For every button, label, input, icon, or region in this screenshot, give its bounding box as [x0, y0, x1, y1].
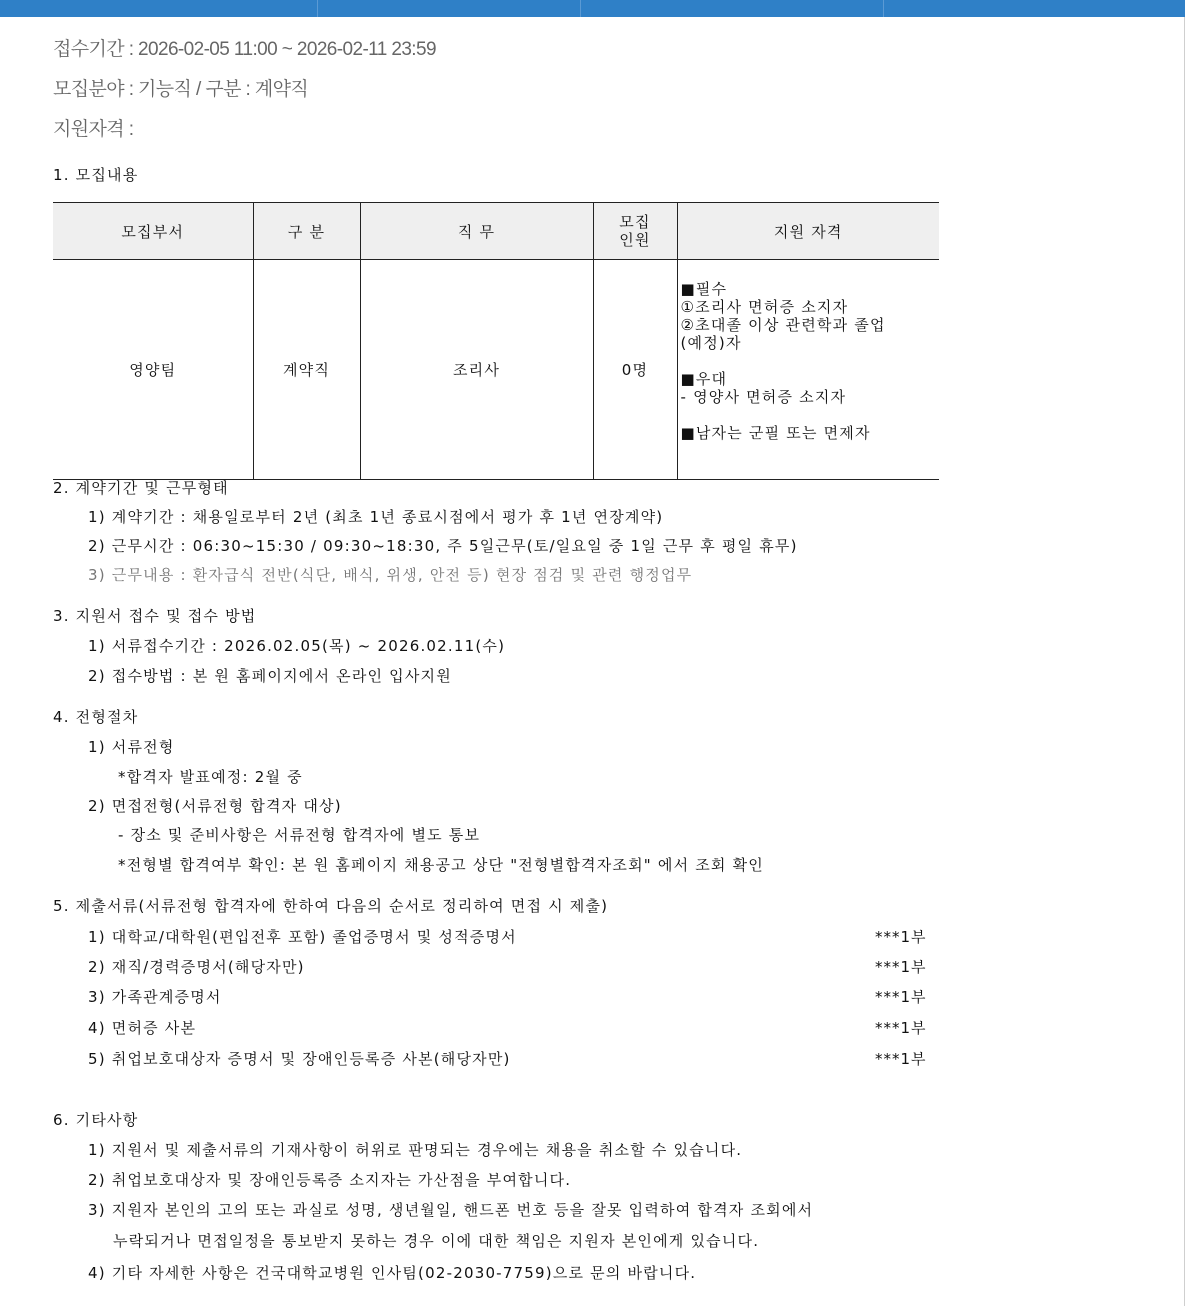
- document-item: 5) 취업보호대상자 증명서 및 장애인등록증 사본(해당자만): [88, 1050, 511, 1068]
- list-item-note: *합격자 발표예정: 2월 중: [118, 768, 303, 786]
- cell-type: 계약직: [253, 260, 360, 480]
- section-4-title: 4. 전형절차: [53, 708, 139, 726]
- list-item-note: - 장소 및 준비사항은 서류전형 합격자에 별도 통보: [118, 826, 481, 844]
- section-2-title: 2. 계약기간 및 근무형태: [53, 479, 229, 497]
- header-qualification: 지원 자격: [677, 203, 939, 260]
- application-period: 접수기간 : 2026-02-05 11:00 ~ 2026-02-11 23:59: [53, 39, 436, 60]
- header-type: 구 분: [253, 203, 360, 260]
- list-item: 2) 근무시간 : 06:30~15:30 / 09:30~18:30, 주 5일근무(토/일요일 중 1일 근무 후 평일 휴무): [88, 537, 798, 555]
- document-item: 1) 대학교/대학원(편입전후 포함) 졸업증명서 및 성적증명서: [88, 928, 517, 946]
- list-item: 3) 지원자 본인의 고의 또는 과실로 성명, 생년월일, 핸드폰 번호 등을 잘못 입력하여 합격자 조회에서: [88, 1201, 814, 1219]
- section-6-title: 6. 기타사항: [53, 1111, 139, 1129]
- document-item: 3) 가족관계증명서: [88, 988, 222, 1006]
- header-dept: 모집부서: [53, 203, 253, 260]
- cell-qualification: ■필수 ①조리사 면허증 소지자 ②초대졸 이상 관련학과 졸업 (예정)자 ■우대 - 영양사 면허증 소지자 ■남자는 군필 또는 면제자: [677, 260, 939, 480]
- header-count: 모집 인원: [593, 203, 677, 260]
- list-item: 1) 서류전형: [88, 738, 175, 756]
- section-5-title: 5. 제출서류(서류전형 합격자에 한하여 다음의 순서로 정리하여 면접 시 제출): [53, 897, 609, 915]
- list-item: 1) 서류접수기간 : 2026.02.05(목) ~ 2026.02.11(수): [88, 637, 506, 655]
- nav-divider: [883, 0, 884, 17]
- recruit-field: 모집분야 : 기능직 / 구분 : 계약직: [53, 79, 309, 100]
- list-item: 4) 기타 자세한 사항은 건국대학교병원 인사팀(02-2030-7759)으로 문의 바랍니다.: [88, 1264, 697, 1282]
- document-copies: ***1부: [875, 958, 927, 976]
- cell-count: 0명: [593, 260, 677, 480]
- top-navigation-bar: [0, 0, 1185, 17]
- document-copies: ***1부: [875, 1019, 927, 1037]
- list-item-note: *전형별 합격여부 확인: 본 원 홈페이지 채용공고 상단 "전형별합격자조회" 에서 조회 확인: [118, 856, 764, 874]
- cell-duty: 조리사: [360, 260, 593, 480]
- section-3-title: 3. 지원서 접수 및 접수 방법: [53, 607, 257, 625]
- nav-divider: [317, 0, 318, 17]
- table-row: [53, 260, 939, 480]
- document-item: 4) 면허증 사본: [88, 1019, 197, 1037]
- list-item: 2) 취업보호대상자 및 장애인등록증 소지자는 가산점을 부여합니다.: [88, 1171, 572, 1189]
- nav-divider: [580, 0, 581, 17]
- document-item: 2) 재직/경력증명서(해당자만): [88, 958, 305, 976]
- list-item: 2) 접수방법 : 본 원 홈페이지에서 온라인 입사지원: [88, 667, 452, 685]
- document-copies: ***1부: [875, 928, 927, 946]
- header-duty: 직 무: [360, 203, 593, 260]
- table-header-row: [53, 203, 939, 260]
- list-item: 1) 계약기간 : 채용일로부터 2년 (최초 1년 종료시점에서 평가 후 1년 연장계약): [88, 508, 664, 526]
- qualification-label: 지원자격 :: [53, 119, 134, 140]
- section-1-title: 1. 모집내용: [53, 166, 139, 184]
- document-copies: ***1부: [875, 1050, 927, 1068]
- document-copies: ***1부: [875, 988, 927, 1006]
- cell-dept: 영양팀: [53, 260, 253, 480]
- list-item-continuation: 누락되거나 면접일정을 통보받지 못하는 경우 이에 대한 책임은 지원자 본인에게 있습니다.: [113, 1232, 760, 1250]
- list-item: 1) 지원서 및 제출서류의 기재사항이 허위로 판명되는 경우에는 채용을 취소할 수 있습니다.: [88, 1141, 743, 1159]
- list-item: 2) 면접전형(서류전형 합격자 대상): [88, 797, 342, 815]
- list-item: 3) 근무내용 : 환자급식 전반(식단, 배식, 위생, 안전 등) 현장 점검 및 관련 행정업무: [88, 566, 693, 584]
- recruitment-table: [53, 202, 939, 480]
